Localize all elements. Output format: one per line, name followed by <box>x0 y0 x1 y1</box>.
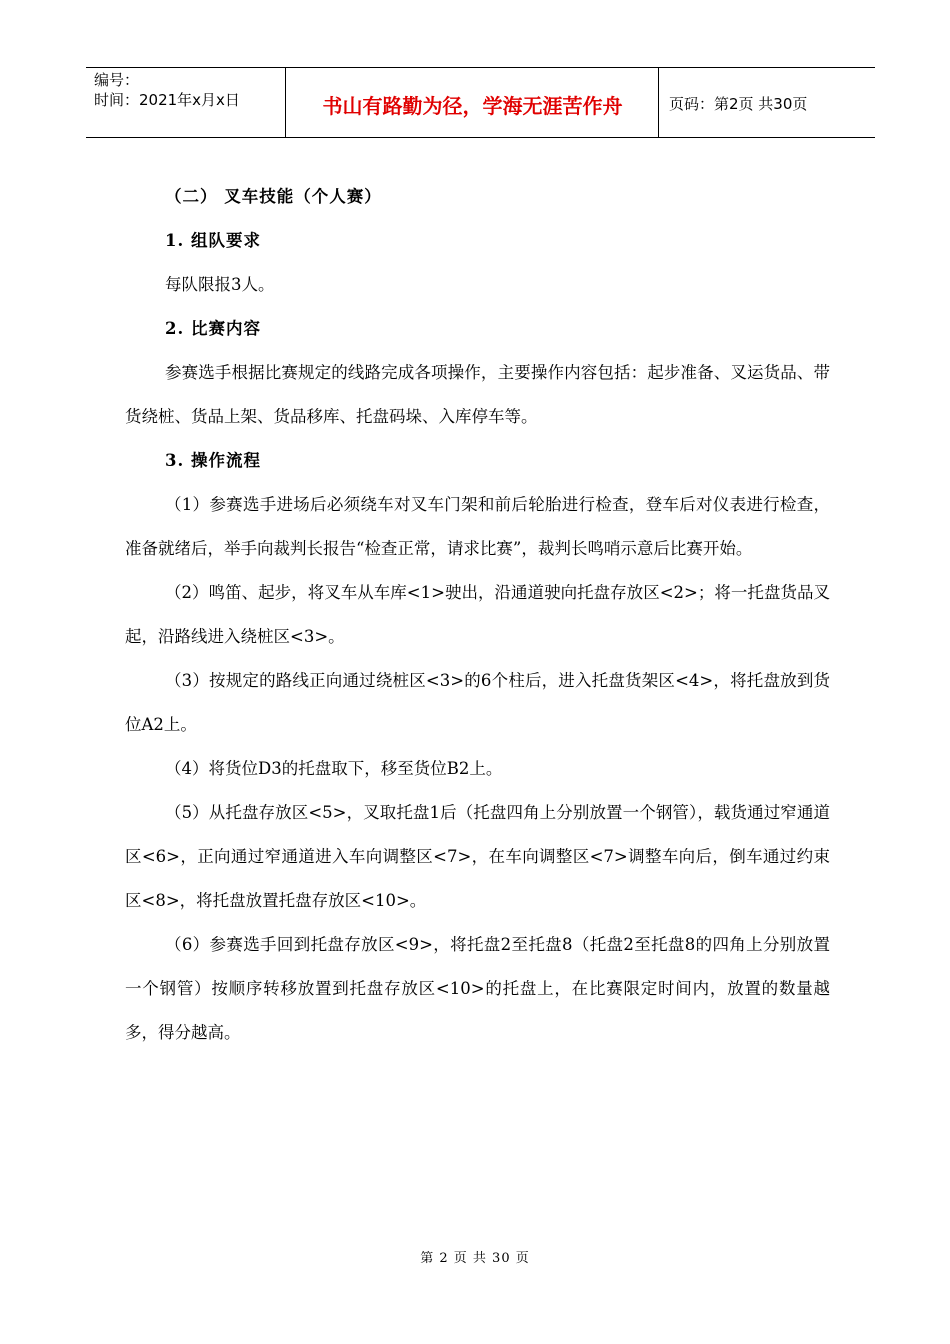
header-motto: 书山有路勤为径，学海无涯苦作舟 <box>322 94 623 118</box>
process-step-2: （2）鸣笛、起步，将叉车从车库<1>驶出，沿通道驶向托盘存放区<2>；将一托盘货品叉起，沿路线进入绕桩区<3>。 <box>125 583 830 646</box>
process-step-1: （1）参赛选手进场后必须绕车对叉车门架和前后轮胎进行检查，登车后对仪表进行检查，准备就绪后，举手向裁判长报告“检查正常，请求比赛”，裁判长鸣哨示意后比赛开始。 <box>125 495 830 558</box>
doc-time-label: 时间：2021年x月x日 <box>94 91 240 109</box>
process-step-4: （4）将货位D3的托盘取下，移至货位B2上。 <box>165 759 503 778</box>
competition-content-text: 参赛选手根据比赛规定的线路完成各项操作，主要操作内容包括：起步准备、叉运货品、带货绕桩、货品上架、货品移库、托盘码垛、入库停车等。 <box>125 363 830 426</box>
process-step-3: （3）按规定的路线正向通过绕桩区<3>的6个柱后，进入托盘货架区<4>，将托盘放到货位A2上。 <box>125 671 830 734</box>
subsection-title-team: 1. 组队要求 <box>165 231 261 250</box>
header-page-code: 页码：第2页 共30页 <box>669 95 808 113</box>
header-page-cell <box>659 68 875 137</box>
section-title: （二） 叉车技能（个人赛） <box>165 187 382 206</box>
header-info-cell <box>86 68 286 137</box>
document-body <box>125 175 830 1055</box>
subsection-title-content: 2. 比赛内容 <box>165 319 261 338</box>
doc-number-label: 编号： <box>94 71 140 89</box>
process-step-6: （6）参赛选手回到托盘存放区<9>，将托盘2至托盘8（托盘2至托盘8的四角上分别放置一个钢管）按顺序转移放置到托盘存放区<10>的托盘上，在比赛限定时间内，放置的数量越多，得分越高。 <box>125 935 830 1042</box>
team-requirement-text: 每队限报3人。 <box>165 275 275 294</box>
process-step-5: （5）从托盘存放区<5>，叉取托盘1后（托盘四角上分别放置一个钢管），载货通过窄通道区<6>，正向通过窄通道进入车向调整区<7>，在车向调整区<7>调整车向后，倒车通过约束区<8>，将托盘放置托盘存放区<10>。 <box>125 803 830 910</box>
header-motto-cell <box>286 68 659 137</box>
page-header <box>86 67 875 138</box>
page-footer: 第 2 页 共 30 页 <box>420 1251 530 1266</box>
subsection-title-process: 3. 操作流程 <box>165 451 261 470</box>
